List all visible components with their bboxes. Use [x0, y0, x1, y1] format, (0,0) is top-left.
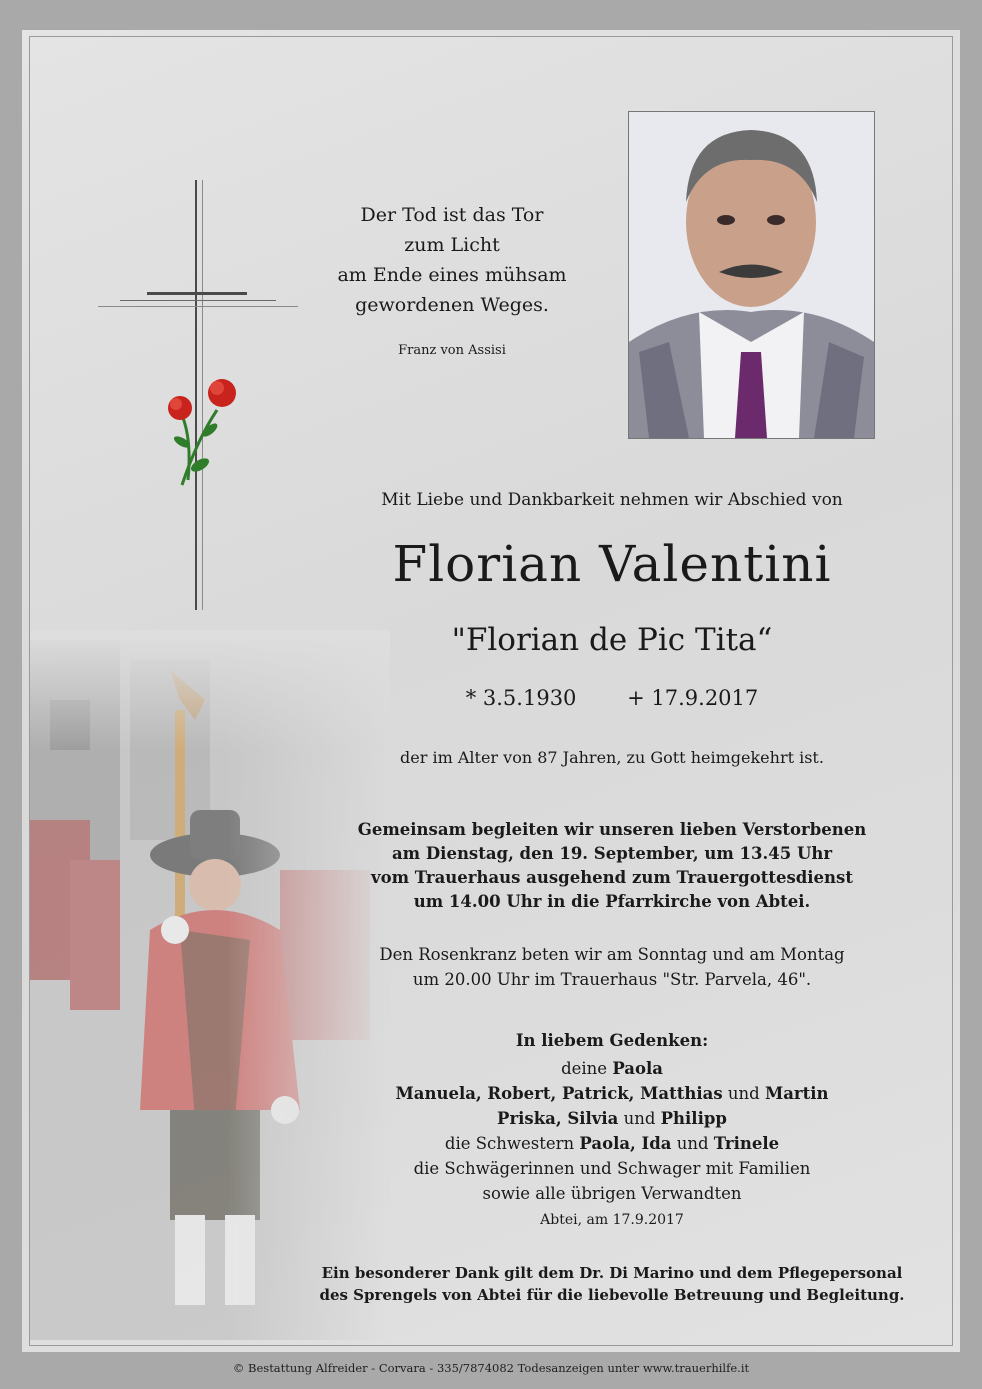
mourners-line: [292, 1106, 932, 1131]
portrait-photo: [628, 111, 875, 439]
quote-line: Der Tod ist das Tor: [360, 204, 544, 226]
thanks-line: des Sprengels von Abtei für die liebevolle Betreuung und Begleitung.: [319, 1286, 905, 1304]
mourners-line: die Schwägerinnen und Schwager mit Familien: [413, 1159, 811, 1178]
obituary-sheet: [22, 30, 960, 1352]
life-dates: [292, 686, 932, 710]
quote-line: gewordenen Weges.: [355, 294, 549, 316]
funeral-service-info: [292, 818, 932, 914]
mourners-text: die Schwestern: [444, 1134, 580, 1153]
thanks-note: [292, 1262, 932, 1306]
mourners-name: Priska, Silvia: [497, 1109, 619, 1128]
rosary-info: [292, 942, 932, 992]
quote-line: am Ende eines mühsam: [337, 264, 567, 286]
rosary-line: um 20.00 Uhr im Trauerhaus "Str. Parvela, 46".: [412, 970, 812, 989]
birth-date: * 3.5.1930: [465, 686, 577, 710]
mourners-line: [292, 1056, 932, 1081]
rosary-line: Den Rosenkranz beten wir am Sonntag und am Montag: [379, 945, 845, 964]
footer-credit: © Bestattung Alfreider - Corvara - 335/7874082 Todesanzeigen unter www.trauerhilfe.it: [232, 1361, 750, 1375]
mourners-heading: In liebem Gedenken:: [515, 1031, 709, 1050]
service-line: am Dienstag, den 19. September, um 13.45 Uhr: [391, 844, 833, 863]
cross-with-roses-icon: [92, 180, 302, 620]
mourners-line: sowie alle übrigen Verwandten: [482, 1184, 742, 1203]
thanks-line: Ein besonderer Dank gilt dem Dr. Di Marino und dem Pflegepersonal: [321, 1264, 903, 1282]
intro-line: Mit Liebe und Dankbarkeit nehmen wir Abschied von: [381, 490, 843, 510]
death-date: + 17.9.2017: [627, 686, 759, 710]
mourners-text: und: [671, 1134, 714, 1153]
age-line: der im Alter von 87 Jahren, zu Gott heimgekehrt ist.: [400, 748, 824, 767]
mourners-text: und: [618, 1109, 661, 1128]
mourners-name: Paola, Ida: [579, 1134, 672, 1153]
mourners-list: [292, 1028, 932, 1206]
quote-author: Franz von Assisi: [398, 343, 506, 358]
mourners-name: Martin: [764, 1084, 829, 1103]
service-line: Gemeinsam begleiten wir unseren lieben Verstorbenen: [357, 820, 867, 839]
deceased-name: Florian Valentini: [392, 535, 832, 593]
deceased-nickname: "Florian de Pic Tita“: [451, 622, 773, 658]
quote: [312, 200, 592, 320]
service-line: vom Trauerhaus ausgehend zum Trauergottesdienst: [371, 868, 853, 887]
mourners-text: deine: [561, 1059, 613, 1078]
mourners-line: [292, 1131, 932, 1156]
quote-line: zum Licht: [404, 234, 500, 256]
service-line: um 14.00 Uhr in die Pfarrkirche von Abtei.: [413, 892, 811, 911]
mourners-name: Paola: [612, 1059, 663, 1078]
place-date: Abtei, am 17.9.2017: [540, 1212, 684, 1228]
mourners-line: [292, 1081, 932, 1106]
mourners-name: Manuela, Robert, Patrick, Matthias: [395, 1084, 723, 1103]
mourners-name: Philipp: [660, 1109, 727, 1128]
mourners-name: Trinele: [713, 1134, 780, 1153]
mourners-text: und: [722, 1084, 765, 1103]
